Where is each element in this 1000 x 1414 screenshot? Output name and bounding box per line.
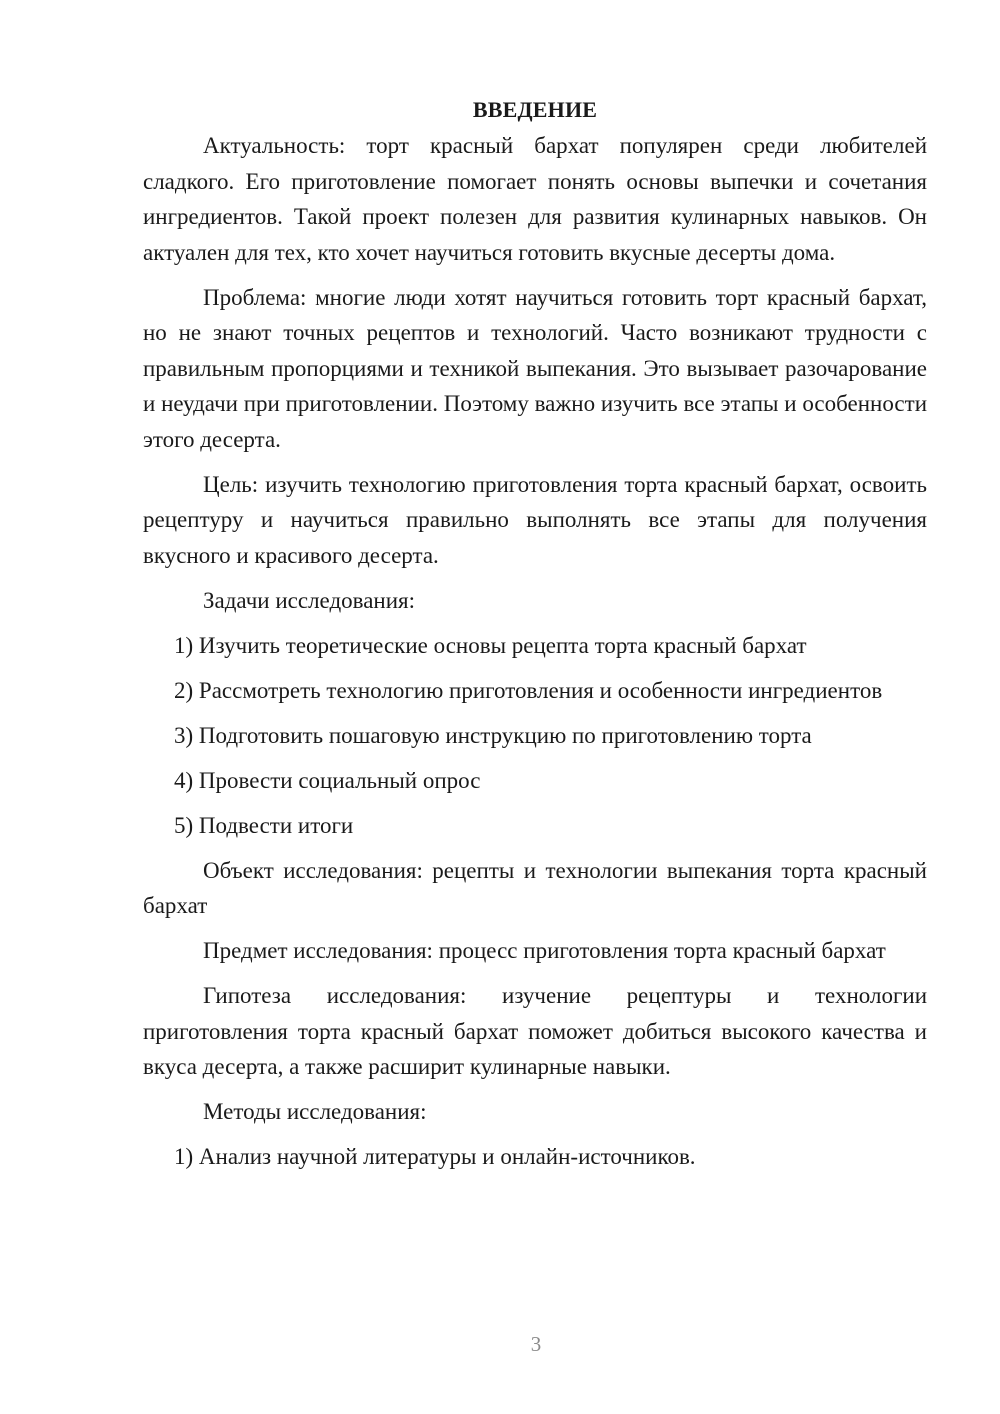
- section-heading: ВВЕДЕНИЕ: [472, 97, 598, 122]
- tasks-title: Задачи исследования:: [203, 587, 416, 613]
- object-paragraph: Объект исследования: рецепты и технологии выпекания торта красный бархат: [143, 857, 927, 918]
- task-item: 3) Подготовить пошаговую инструкцию по приготовлению торта: [174, 722, 812, 748]
- task-item: 5) Подвести итоги: [174, 812, 354, 838]
- relevance-paragraph: Актуальность: торт красный бархат популярен среди любителей сладкого. Его приготовление помогает понять основы выпечки и сочетания ингредиентов. Такой проект полезен для развития кулинарных навыков. Он актуален для тех, кто хочет научиться готовить вкусные десерты дома.: [143, 133, 927, 265]
- goal-paragraph: Цель: изучить технологию приготовления торта красный бархат, освоить рецептуру и научиться правильно выполнять все этапы для получения вкусного и красивого десерта.: [143, 471, 927, 568]
- page-number: 3: [530, 1332, 542, 1356]
- hypothesis-paragraph: Гипотеза исследования: изучение рецептуры и технологии приготовления торта красный бархат поможет добиться высокого качества и вкуса десерта, а также расширит кулинарные навыки.: [143, 983, 927, 1079]
- task-item: 1) Изучить теоретические основы рецепта торта красный бархат: [174, 632, 807, 658]
- task-item: 4) Провести социальный опрос: [174, 767, 481, 793]
- task-item: 2) Рассмотреть технологию приготовления и особенности ингредиентов: [174, 677, 883, 703]
- document-page: [143, 92, 927, 1184]
- subject-paragraph: Предмет исследования: процесс приготовления торта красный бархат: [203, 938, 886, 963]
- methods-title: Методы исследования:: [203, 1099, 427, 1124]
- method-item: 1) Анализ научной литературы и онлайн-источников.: [174, 1144, 696, 1169]
- problem-paragraph: Проблема: многие люди хотят научиться готовить торт красный бархат, но не знают точных рецептов и технологий. Часто возникают трудности с правильным пропорциями и техникой выпекания. Это вызывает разочарование и неудачи при приготовлении. Поэтому важно изучить все этапы и особенности этого десерта.: [143, 284, 927, 452]
